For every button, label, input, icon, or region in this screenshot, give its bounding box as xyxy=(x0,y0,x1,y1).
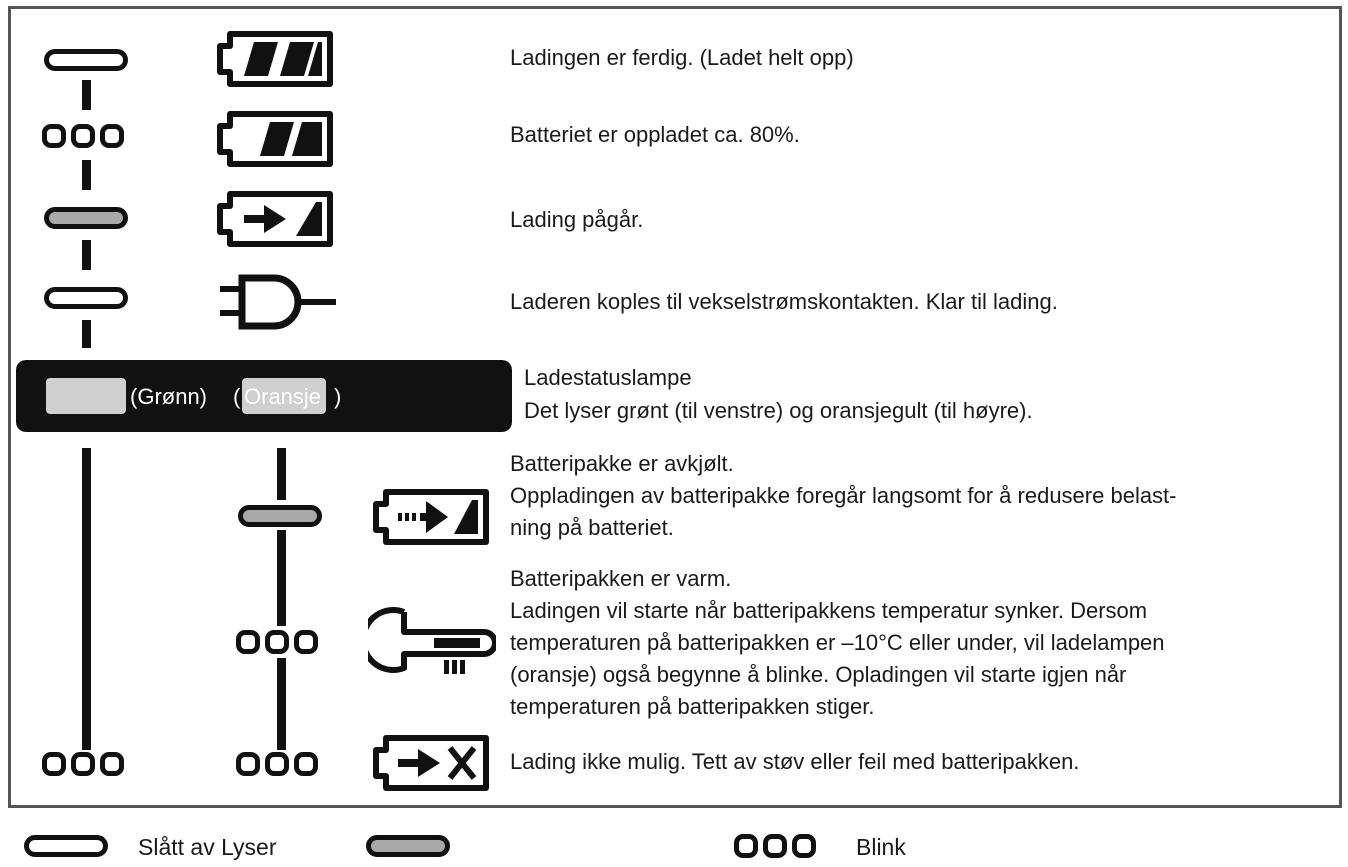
battery-full-icon xyxy=(212,28,338,90)
error-text: Lading ikke mulig. Tett av støv eller feil med batteripakken. xyxy=(510,749,1080,774)
status-charging-text: Lading pågår. xyxy=(510,207,644,232)
legend-off-on-text: Slått av Lyser xyxy=(138,834,277,860)
battery-80-icon xyxy=(212,108,338,170)
legend-on-lamp xyxy=(366,835,450,857)
green-lamp-swatch xyxy=(46,378,126,414)
battery-charging-icon xyxy=(212,188,338,250)
lamp-off-indicator xyxy=(44,287,128,309)
connector-line xyxy=(82,80,91,110)
lamp-on-indicator xyxy=(238,505,322,527)
status-80-text: Batteriet er oppladet ca. 80%. xyxy=(510,122,800,147)
thermometer-icon xyxy=(368,606,496,678)
warm-line-1: Batteripakken er varm. xyxy=(510,566,732,591)
cool-line-3: ning på batteriet. xyxy=(510,515,674,540)
blink-indicator xyxy=(236,752,318,776)
legend-blink-indicator xyxy=(734,834,816,858)
plug-icon xyxy=(218,272,338,332)
connector-line xyxy=(82,160,91,190)
orange-column-line xyxy=(277,658,286,750)
lamp-desc-text: Det lyser grønt (til venstre) og oransjegult (til høyre). xyxy=(524,398,1033,423)
connector-line xyxy=(82,320,91,348)
warm-line-5: temperaturen på batteripakken stiger. xyxy=(510,694,875,719)
warm-line-3: temperaturen på batteripakken er –10°C eller under, vil ladelampen xyxy=(510,630,1165,655)
battery-error-icon xyxy=(368,732,494,794)
lamp-on-indicator xyxy=(44,207,128,229)
green-label: (Grønn) xyxy=(130,384,207,409)
cool-line-2: Oppladingen av batteripakke foregår langsomt for å redusere belast- xyxy=(510,483,1177,508)
warm-line-2: Ladingen vil starte når batteripakkens temperatur synker. Dersom xyxy=(510,598,1148,623)
warm-line-4: (oransje) også begynne å blinke. Opladingen vil starte igjen når xyxy=(510,662,1127,687)
orange-label-close: ) xyxy=(334,384,342,409)
legend-off-lamp xyxy=(24,835,108,857)
status-full-text: Ladingen er ferdig. (Ladet helt opp) xyxy=(510,45,854,70)
blink-indicator xyxy=(236,630,318,654)
blink-indicator xyxy=(42,752,124,776)
green-column-line xyxy=(82,448,91,750)
lamp-title-text: Ladestatuslampe xyxy=(524,365,692,390)
orange-label-open: ( xyxy=(233,384,241,409)
status-plugged-text: Laderen koples til vekselstrømskontakten. Klar til lading. xyxy=(510,289,1058,314)
orange-column-line xyxy=(277,530,286,626)
blink-indicator xyxy=(42,124,124,148)
legend-blink-text: Blink xyxy=(856,834,906,860)
orange-label: Oransje xyxy=(244,384,322,409)
battery-cool-icon xyxy=(368,486,494,548)
lamp-off-indicator xyxy=(44,49,128,71)
cool-line-1: Batteripakke er avkjølt. xyxy=(510,451,734,476)
connector-line xyxy=(82,240,91,270)
orange-column-line xyxy=(277,448,286,500)
